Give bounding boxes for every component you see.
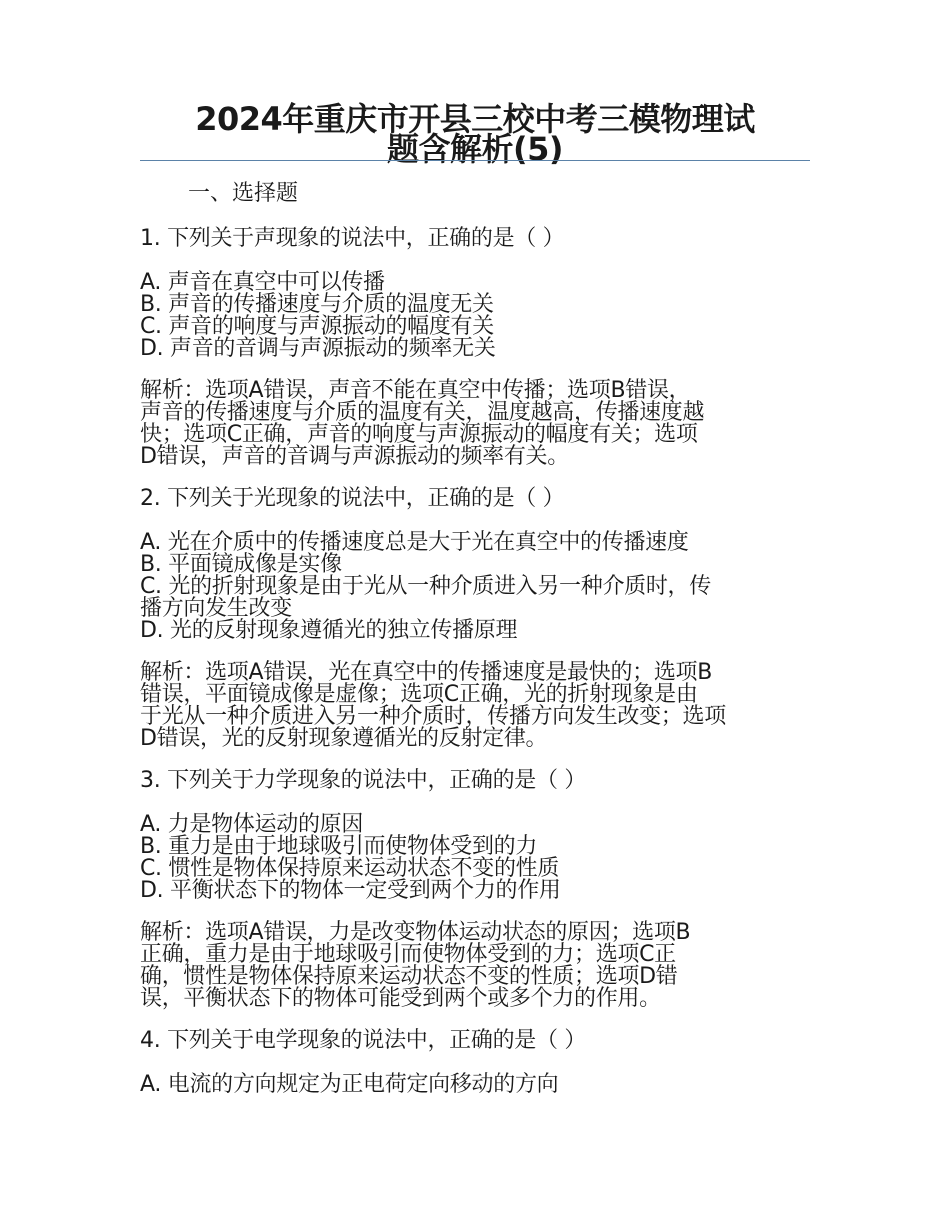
analysis-line: 解析：选项A错误，声音不能在真空中传播；选项B错误， [140,378,691,403]
option-c: C. 光的折射现象是由于光从一种介质进入另一种介质时，传 [140,574,711,599]
option-b: B. 重力是由于地球吸引而使物体受到的力 [140,834,538,859]
analysis-line: 误，平衡状态下的物体可能受到两个或多个力的作用。 [140,986,661,1011]
section-heading: 一、选择题 [188,181,299,206]
analysis-line: 快；选项C正确，声音的响度与声源振动的幅度有关；选项 [140,422,698,447]
analysis-line: 声音的传播速度与介质的温度有关，温度越高，传播速度越 [140,400,705,425]
question-2-analysis [140,662,820,750]
question-1-analysis [140,380,820,468]
title-line-1: 2024年重庆市开县三校中考三模物理试 [195,100,755,138]
question-1-options [140,272,820,360]
analysis-line: 正确，重力是由于地球吸引而使物体受到的力；选项C正 [140,942,676,967]
title-line-2: 题含解析(5) [386,130,564,168]
analysis-line: 确，惯性是物体保持原来运动状态不变的性质；选项D错 [140,964,678,989]
question-4-options [140,1074,820,1096]
option-c: C. 声音的响度与声源振动的幅度有关 [140,314,494,339]
title-underline [140,160,810,161]
analysis-line: 错误，平面镜成像是虚像；选项C正确，光的折射现象是由 [140,682,698,707]
question-3-options [140,814,820,902]
option-a: A. 力是物体运动的原因 [140,812,364,837]
option-d: D. 声音的音调与声源振动的频率无关 [140,336,496,361]
option-a: A. 光在介质中的传播速度总是大于光在真空中的传播速度 [140,530,689,555]
option-b: B. 平面镜成像是实像 [140,552,342,577]
analysis-line: 解析：选项A错误，力是改变物体运动状态的原因；选项B [140,920,691,945]
analysis-line: D错误，声音的音调与声源振动的频率有关。 [140,444,569,469]
analysis-line: 于光从一种介质进入另一种介质时，传播方向发生改变；选项 [140,704,726,729]
option-a: A. 声音在真空中可以传播 [140,270,385,295]
option-b: B. 声音的传播速度与介质的温度无关 [140,292,494,317]
question-3-stem: 3. 下列关于力学现象的说法中，正确的是（ ） [140,768,587,793]
option-d: D. 平衡状态下的物体一定受到两个力的作用 [140,878,561,903]
analysis-line: D错误，光的反射现象遵循光的反射定律。 [140,726,548,751]
question-4-stem: 4. 下列关于电学现象的说法中，正确的是（ ） [140,1028,587,1053]
option-a: A. 电流的方向规定为正电荷定向移动的方向 [140,1072,559,1097]
question-2-stem: 2. 下列关于光现象的说法中，正确的是（ ） [140,486,565,511]
document-title [140,100,810,168]
analysis-line: 解析：选项A错误，光在真空中的传播速度是最快的；选项B [140,660,713,685]
option-c-continued: 播方向发生改变 [140,596,292,621]
question-1-stem: 1. 下列关于声现象的说法中，正确的是（ ） [140,226,565,251]
option-c: C. 惯性是物体保持原来运动状态不变的性质 [140,856,560,881]
option-d: D. 光的反射现象遵循光的独立传播原理 [140,618,518,643]
question-3-analysis [140,922,820,1010]
question-2-options [140,532,820,642]
